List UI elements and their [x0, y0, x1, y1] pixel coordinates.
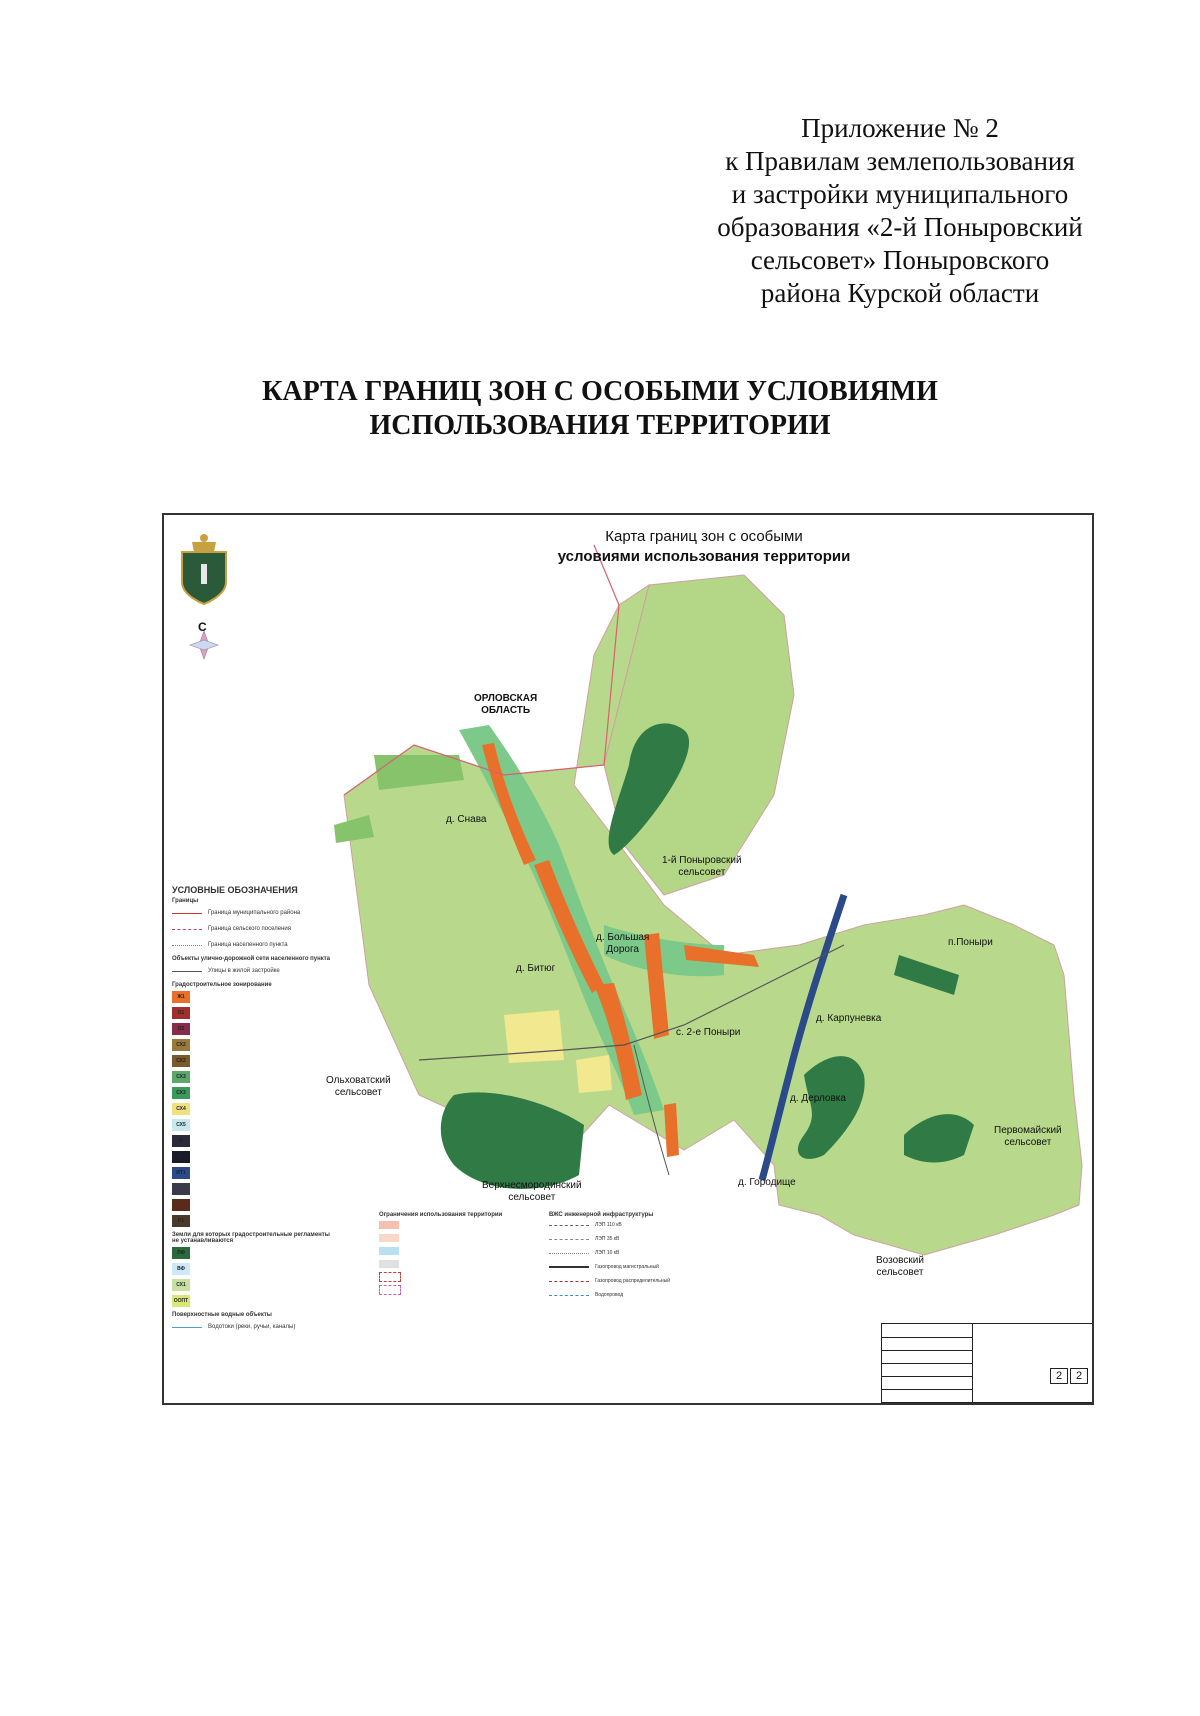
- legend-zone-row: [172, 1165, 332, 1181]
- place-derlovka: д. Дерловка: [790, 1093, 846, 1104]
- legend-swatch: [379, 1260, 399, 1268]
- map-title-line-2: условиями использования территории: [557, 548, 851, 565]
- legend-line-swatch: [172, 945, 202, 946]
- legend-zone-swatch: СХ5: [172, 1119, 190, 1131]
- page-title: [0, 375, 1200, 443]
- region-olkhovatsky-line-2: сельсовет: [334, 1087, 382, 1098]
- legend-row: [172, 963, 332, 979]
- legend-label: Водопровод: [595, 1292, 624, 1298]
- annex-line-5: сельсовет» Поныровского: [750, 245, 1050, 275]
- legend-zone-row: [172, 1005, 332, 1021]
- legend-infrastructure: [549, 1212, 709, 1302]
- legend-label: Улицы в жилой застройке: [208, 968, 280, 974]
- region-vozovsky-line-1: Возовский: [876, 1255, 924, 1266]
- legend-zone-swatch: О2: [172, 1023, 190, 1035]
- legend-row: [379, 1231, 519, 1244]
- page-title-line-2: ИСПОЛЬЗОВАНИЯ ТЕРРИТОРИИ: [369, 410, 831, 441]
- legend-row: [379, 1218, 519, 1231]
- legend-zone-row: [172, 1101, 332, 1117]
- legend-swatch: [379, 1221, 399, 1229]
- legend-line-swatch: [549, 1253, 589, 1254]
- legend-row: [379, 1244, 519, 1257]
- legend-section-borders: Границы: [172, 898, 199, 904]
- compass-letter: С: [198, 620, 207, 634]
- legend-row: [549, 1232, 709, 1246]
- place-gorodishche: д. Городище: [738, 1177, 796, 1188]
- legend-zone-row: [172, 1277, 332, 1293]
- legend-label: Газопровод распределительный: [595, 1278, 670, 1284]
- region-vozovsky: [876, 1255, 924, 1279]
- legend-zone-swatch: СХ2: [172, 1039, 190, 1051]
- region-ponyrovsky-1-line-2: сельсовет: [678, 867, 726, 878]
- legend-zone-row: [172, 1069, 332, 1085]
- stamp-sheet-a: 2: [1050, 1368, 1068, 1384]
- place-snava: д. Снава: [446, 814, 487, 825]
- legend-label: ЛЭП 10 кВ: [595, 1250, 620, 1256]
- region-pervomaysky: [994, 1125, 1062, 1149]
- legend-row: [379, 1257, 519, 1270]
- region-ponyrovsky-1: [662, 855, 742, 879]
- stamp-grid: [882, 1324, 973, 1402]
- region-ponyrovsky-1-line-1: 1-й Поныровский: [662, 855, 742, 866]
- legend-label: Граница муниципального района: [208, 910, 301, 916]
- zone-yellow-1: [504, 1010, 564, 1063]
- region-vozovsky-line-2: сельсовет: [876, 1267, 924, 1278]
- legend-zone-row: [172, 1117, 332, 1133]
- legend-infra-title: ВЖС инженерной инфраструктуры: [549, 1212, 654, 1218]
- legend-zone-row: [172, 1261, 332, 1277]
- legend-zones: [172, 989, 332, 1229]
- stamp-grid-line: [882, 1363, 972, 1364]
- legend-row: [379, 1283, 519, 1296]
- legend-zone-swatch: СХ3: [172, 1071, 190, 1083]
- legend-label: Газопровод магистральный: [595, 1264, 659, 1270]
- legend-zone-swatch: Т1: [172, 1151, 190, 1163]
- legend-zone-row: [172, 1037, 332, 1053]
- legend-line-swatch: [549, 1266, 589, 1268]
- legend-line-swatch: [549, 1225, 589, 1226]
- map-frame: [162, 513, 1094, 1405]
- region-pervomaysky-line-2: сельсовет: [1004, 1137, 1052, 1148]
- legend-swatch: [379, 1234, 399, 1242]
- legend-line-swatch: [172, 1327, 202, 1328]
- annex-header: [640, 112, 1160, 310]
- legend-row: [172, 905, 332, 921]
- legend-title: УСЛОВНЫЕ ОБОЗНАЧЕНИЯ: [172, 885, 298, 895]
- legend-zone-row: [172, 1181, 332, 1197]
- legend-row: [172, 921, 332, 937]
- annex-line-1: Приложение № 2: [801, 113, 999, 143]
- region-verkhnesmorodinsky-line-1: Верхнесмородинский: [482, 1180, 582, 1191]
- legend-row: [549, 1218, 709, 1232]
- legend-zone-row: [172, 1213, 332, 1229]
- legend-zone-row: [172, 1085, 332, 1101]
- legend-zone-swatch: СХ2: [172, 1055, 190, 1067]
- legend-line-swatch: [549, 1281, 589, 1282]
- legend-row: [549, 1288, 709, 1302]
- stamp-grid-line: [882, 1350, 972, 1351]
- stamp-grid-line: [882, 1337, 972, 1338]
- legend-row: [172, 937, 332, 953]
- place-bolshaya-doroga-line-2: Дорога: [606, 944, 639, 955]
- legend-zone-row: [172, 1293, 332, 1309]
- legend-zone-swatch: СХ1: [172, 1279, 190, 1291]
- legend-label: ЛЭП 35 кВ: [595, 1236, 620, 1242]
- annex-line-4: образования «2-й Поныровский: [717, 212, 1083, 242]
- legend-line-swatch: [549, 1295, 589, 1296]
- legend-zone-swatch: Ж1: [172, 991, 190, 1003]
- map-title-line-1: Карта границ зон с особыми: [605, 528, 803, 545]
- legend-row: [549, 1246, 709, 1260]
- coat-of-arms: [182, 534, 226, 604]
- legend-line-swatch: [549, 1239, 589, 1240]
- annex-line-2: к Правилам землепользования: [725, 146, 1075, 176]
- legend-label: Граница сельского поселения: [208, 926, 292, 932]
- stamp-grid-line: [882, 1376, 972, 1377]
- place-ponyri-settlement: п.Поныри: [948, 937, 993, 948]
- legend-section-no-regs: Земли для которых градостроительные регламенты не устанавливаются: [172, 1232, 330, 1244]
- legend-swatch: [379, 1272, 401, 1282]
- place-2e-ponyri: с. 2-е Поныри: [676, 1027, 741, 1038]
- annex-line-3: и застройки муниципального: [731, 179, 1069, 209]
- legend-zone-row: [172, 989, 332, 1005]
- legend-row: [172, 1319, 332, 1335]
- legend-line-swatch: [172, 929, 202, 930]
- region-orlovskaya-line-1: ОРЛОВСКАЯ: [474, 693, 538, 704]
- region-orlovskaya: [474, 693, 537, 717]
- legend-zone-swatch: [172, 1183, 190, 1195]
- map-legend: [172, 885, 332, 1335]
- zone-yellow-2: [576, 1055, 612, 1093]
- legend-zone-row: [172, 1245, 332, 1261]
- legend-row: [379, 1270, 519, 1283]
- place-karpunevka: д. Карпуневка: [816, 1013, 882, 1024]
- legend-zone-swatch: Р1: [172, 1215, 190, 1227]
- legend-label: ЛЭП 110 кВ: [595, 1222, 622, 1228]
- legend-swatch: [379, 1285, 401, 1295]
- legend-section-water: Поверхностные водные объекты: [172, 1312, 272, 1318]
- region-verkhnesmorodinsky-line-2: сельсовет: [508, 1192, 556, 1203]
- page-title-line-1: КАРТА ГРАНИЦ ЗОН С ОСОБЫМИ УСЛОВИЯМИ: [262, 376, 938, 407]
- legend-zone-swatch: О1: [172, 1007, 190, 1019]
- region-orlovskaya-line-2: ОБЛАСТЬ: [481, 705, 531, 716]
- legend-zone-swatch: ИТ1: [172, 1167, 190, 1179]
- legend-zone-swatch: ВФ: [172, 1263, 190, 1275]
- legend-line-swatch: [172, 913, 202, 914]
- compass-rose: [190, 631, 218, 659]
- legend-restrictions: [379, 1212, 519, 1296]
- legend-label: Граница населенного пункта: [208, 942, 288, 948]
- legend-zone-swatch: [172, 1199, 190, 1211]
- legend-zone-row: [172, 1053, 332, 1069]
- legend-section-roads: Объекты улично-дорожной сети населенного пункта: [172, 956, 331, 962]
- region-pervomaysky-line-1: Первомайский: [994, 1125, 1062, 1136]
- legend-zone-swatch: ЛФ: [172, 1247, 190, 1259]
- legend-label: Водотоки (реки, ручьи, каналы): [208, 1324, 296, 1330]
- legend-section-zoning: Градостроительное зонирование: [172, 982, 272, 988]
- stamp-sheet-b: 2: [1070, 1368, 1088, 1384]
- region-olkhovatsky-line-1: Ольховатский: [326, 1075, 391, 1086]
- legend-zone-row: [172, 1149, 332, 1165]
- stamp-sheet-numbers: [1050, 1368, 1088, 1384]
- annex-line-6: района Курской области: [760, 278, 1040, 308]
- legend-row: [549, 1260, 709, 1274]
- legend-zone-row: [172, 1021, 332, 1037]
- place-bityug: д. Битюг: [516, 963, 556, 974]
- legend-zones-2: [172, 1245, 332, 1309]
- legend-restrictions-title: Ограничения использования территории: [379, 1212, 503, 1218]
- legend-zone-swatch: И: [172, 1135, 190, 1147]
- legend-zone-row: [172, 1197, 332, 1213]
- place-bolshaya-doroga: [596, 932, 649, 956]
- region-olkhovatsky: [326, 1075, 391, 1099]
- title-block-stamp: [881, 1323, 1093, 1403]
- map-title: [464, 527, 944, 567]
- stamp-grid-line: [882, 1389, 972, 1390]
- legend-swatch: [379, 1247, 399, 1255]
- legend-zone-swatch: ООПТ: [172, 1295, 190, 1307]
- legend-zone-row: [172, 1133, 332, 1149]
- place-bolshaya-doroga-line-1: д. Большая: [596, 932, 650, 943]
- legend-zone-swatch: СХ4: [172, 1103, 190, 1115]
- legend-row: [549, 1274, 709, 1288]
- legend-zone-swatch: СХ3: [172, 1087, 190, 1099]
- region-verkhnesmorodinsky: [482, 1180, 582, 1204]
- legend-line-swatch: [172, 971, 202, 972]
